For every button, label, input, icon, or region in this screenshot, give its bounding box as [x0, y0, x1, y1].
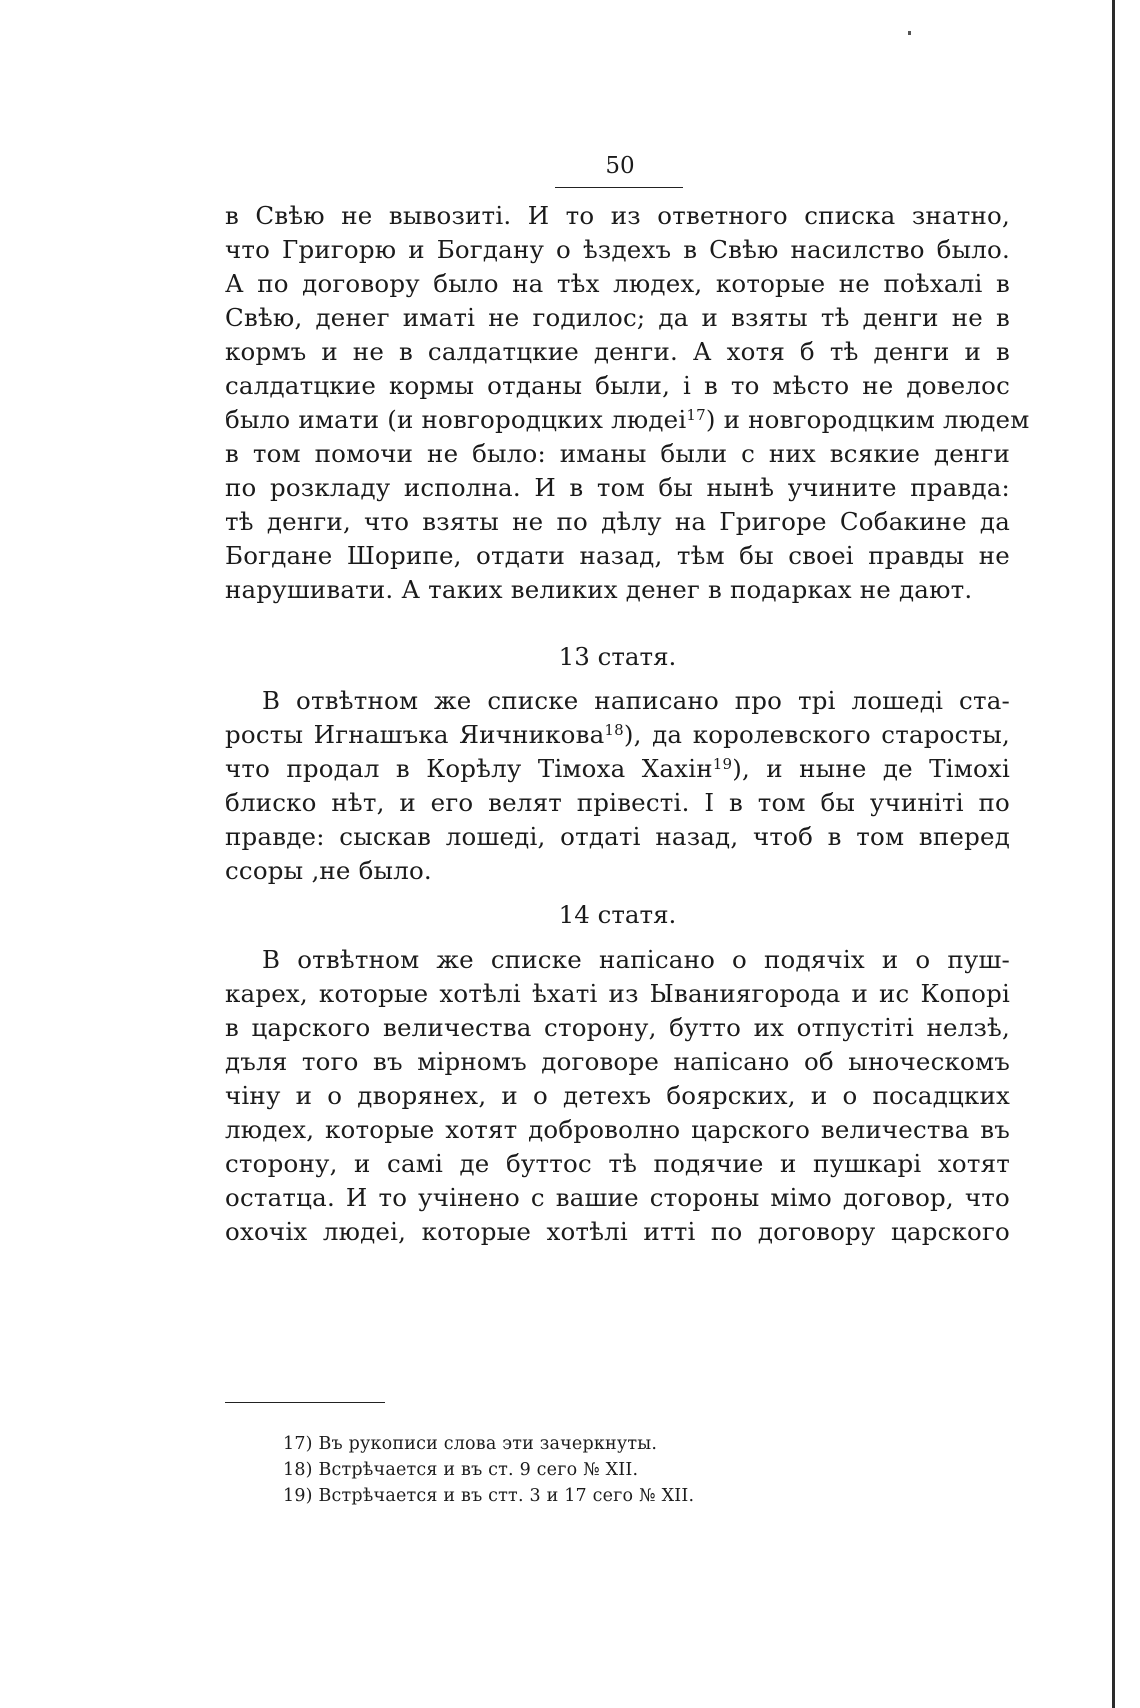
page-number: 50 [605, 153, 635, 179]
text-line [225, 751, 1010, 787]
text-segment: ) и новгородцким людем [705, 405, 1030, 434]
text-line: нарушивати. А таких великих денег в подарках не дают. [225, 575, 973, 604]
text-line: людех, которые хотят доброволно царского величества въ [225, 1115, 1010, 1144]
text-line: остатца. И то учінено с вашие стороны мімо договор, что [225, 1183, 1010, 1212]
footnote-ref-17: 17 [686, 405, 706, 424]
text-line: в том помочи не было: иманы были с них всякие денги [225, 439, 1010, 468]
text-line: тѣ денги, что взяты не по дѣлу на Григоре Собакине да [225, 507, 1010, 536]
text-line [225, 717, 1010, 753]
footnote-rule [225, 1402, 385, 1403]
section-heading-13: 13 статя. [558, 642, 677, 671]
page-header [555, 152, 685, 180]
scan-speck [908, 31, 911, 35]
footnote-17: 17) Въ рукописи слова эти зачеркнуты. [283, 1434, 658, 1454]
text-line: Свѣю, денег иматі не годилос; да и взяты тѣ денги не в [225, 303, 1010, 332]
text-line: В отвѣтном же списке напісано о подячіх и о пуш- [262, 945, 1010, 974]
text-segment: ), и ныне де Тімохі [732, 754, 1010, 783]
text-line: охочіх людеі, которые хотѣлі итті по договору царского [225, 1217, 1010, 1246]
text-line: В отвѣтном же списке написано про трі лошеді ста- [262, 686, 1010, 715]
footnote-19: 19) Встрѣчается и въ стт. 3 и 17 сего № XII. [283, 1486, 695, 1506]
text-line: блиско нѣт, и его велят прівесті. I в том бы учиніті по [225, 788, 1010, 817]
text-line: дъля того въ мірномъ договоре напісано об ыноческомъ [225, 1047, 1010, 1076]
text-line: в Свѣю не вывозиті. И то из ответного списка знатно, [225, 201, 1010, 230]
text-line: кормъ и не в салдатцкие денги. А хотя б тѣ денги и в [225, 337, 1010, 366]
footnote-18: 18) Встрѣчается и въ ст. 9 сего № XII. [283, 1460, 639, 1480]
text-segment: ), да королевского старосты, [623, 720, 1010, 749]
text-line: А по договору было на тѣх людех, которые не поѣхалі в [225, 269, 1010, 298]
text-line: ссоры ‚не было. [225, 856, 432, 885]
footnote-ref-18: 18 [604, 720, 624, 739]
text-line [225, 402, 1030, 438]
footnote-ref-19: 19 [712, 754, 733, 773]
text-line: сторону, и самі де буттос тѣ подячие и пушкарі хотят [225, 1149, 1010, 1178]
text-line: чіну и о дворянех, и о детехъ боярских, и о посадцких [225, 1081, 1010, 1110]
text-line: по розкладу исполна. И в том бы нынѣ учините правда: [225, 473, 1010, 502]
text-segment: росты Игнашъка Яичникова [225, 720, 605, 749]
scan-edge-line [1112, 0, 1115, 1708]
text-line: в царского величества сторону, бутто их отпустіті нелзѣ, [225, 1013, 1010, 1042]
text-segment: было имати (и новгородцких людеі [225, 405, 687, 434]
text-segment: что продал в Корѣлу Тімоха Хахін [225, 754, 713, 783]
text-line: Богдане Шорипе, отдати назад, тѣм бы своеі правды не [225, 541, 1010, 570]
text-line: правде: сыскав лошеді, отдаті назад, чтоб в том вперед [225, 822, 1010, 851]
text-line: салдатцкие кормы отданы были, і в то мѣсто не довелос [225, 371, 1010, 400]
text-line: карех, которые хотѣлі ѣхаті из Ываниягорода и ис Копорі [225, 979, 1010, 1008]
text-line: что Григорю и Богдану о ѣздехъ в Свѣю насилство было. [225, 235, 1010, 264]
header-rule [555, 187, 683, 188]
section-heading-14: 14 статя. [558, 900, 677, 929]
